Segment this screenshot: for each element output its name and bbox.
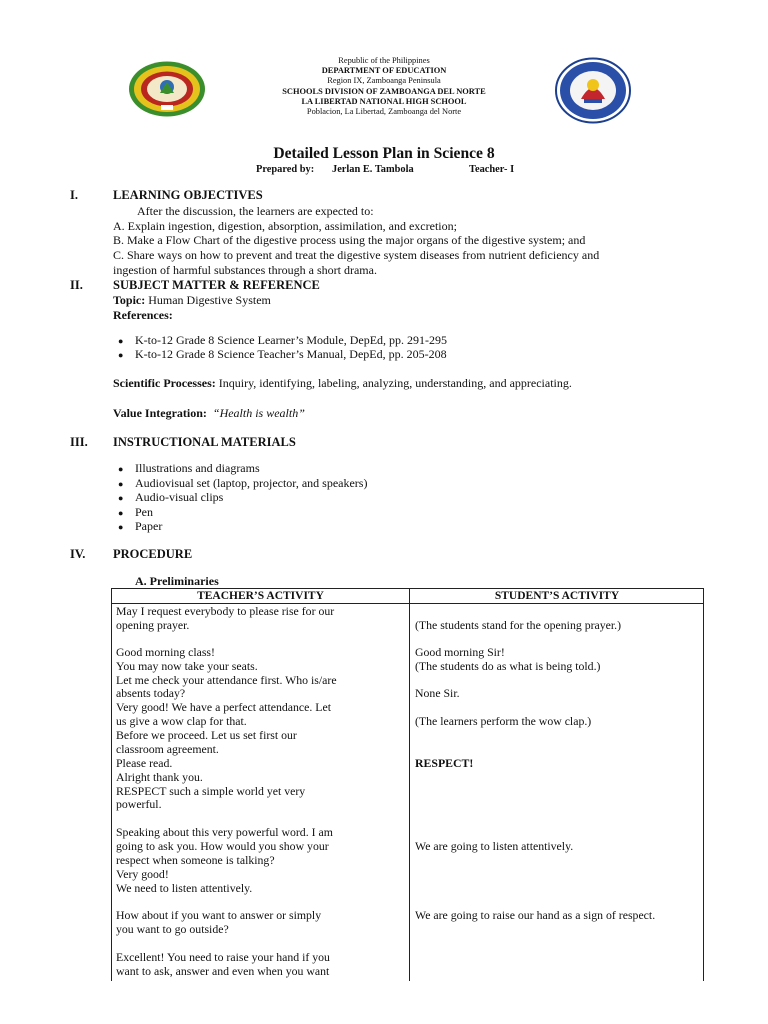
- value-integration-line: [113, 406, 305, 421]
- teacher-activity-header: TEACHER’S ACTIVITY: [197, 590, 324, 602]
- teacher-line: How about if you want to answer or simply: [116, 908, 322, 922]
- student-activity-header: STUDENT’S ACTIVITY: [494, 590, 620, 602]
- header-line-department: DEPARTMENT OF EDUCATION: [321, 66, 447, 76]
- section-number: I.: [70, 188, 78, 202]
- prepared-by-position: Teacher- I: [469, 164, 515, 175]
- teacher-line: you want to go outside?: [116, 922, 229, 936]
- section-heading: PROCEDURE: [113, 547, 193, 561]
- teacher-line: Alright thank you.: [116, 770, 203, 784]
- header-line-region: Region IX, Zamboanga Peninsula: [327, 76, 441, 86]
- student-line: We are going to listen attentively.: [415, 839, 574, 853]
- student-line: Good morning Sir!: [415, 645, 505, 659]
- student-line: (The students stand for the opening prayer.): [415, 618, 622, 632]
- teacher-line: Very good! We have a perfect attendance. Let: [116, 700, 331, 714]
- objectives-intro: After the discussion, the learners are expected to:: [137, 204, 374, 218]
- material-item: Audio-visual clips: [135, 490, 224, 504]
- value-integration-label: Value Integration:: [113, 406, 207, 420]
- scientific-processes-value: Inquiry, identifying, labeling, analyzing, understanding, and appreciating.: [215, 376, 572, 390]
- objective-a: A. Explain ingestion, digestion, absorption, assimilation, and excretion;: [113, 219, 457, 233]
- references-label: References:: [113, 308, 173, 322]
- bullet-icon: ●: [118, 336, 124, 346]
- material-item: Paper: [135, 519, 163, 533]
- material-item: Pen: [135, 505, 153, 519]
- teacher-line: Please read.: [116, 756, 173, 770]
- section-heading: LEARNING OBJECTIVES: [113, 188, 263, 202]
- column-divider: [409, 589, 410, 981]
- bullet-icon: ●: [118, 493, 124, 503]
- teacher-line: We need to listen attentively.: [116, 881, 253, 895]
- scientific-processes-line: [113, 376, 572, 391]
- student-line: (The learners perform the wow clap.): [415, 714, 592, 728]
- teacher-line: Before we proceed. Let us set first our: [116, 728, 297, 742]
- teacher-line: respect when someone is talking?: [116, 853, 275, 867]
- header-line-address: Poblacion, La Libertad, Zamboanga del Norte: [306, 107, 462, 117]
- topic-line: [113, 293, 271, 308]
- bullet-icon: ●: [118, 464, 124, 474]
- reference-item: K-to-12 Grade 8 Science Learner’s Module, DepEd, pp. 291-295: [135, 333, 448, 347]
- value-integration-value: “Health is wealth”: [212, 406, 305, 420]
- teacher-line: absents today?: [116, 686, 186, 700]
- objective-b: B. Make a Flow Chart of the digestive process using the major organs of the digestive system; and: [113, 233, 586, 247]
- scientific-processes-label: Scientific Processes:: [113, 376, 216, 390]
- header-line-school: LA LIBERTAD NATIONAL HIGH SCHOOL: [301, 96, 467, 106]
- bullet-icon: ●: [118, 350, 124, 360]
- material-item: Audiovisual set (laptop, projector, and speakers): [135, 476, 368, 490]
- objective-c-cont: ingestion of harmful substances through a short drama.: [113, 263, 377, 277]
- teacher-line: You may now take your seats.: [116, 659, 258, 673]
- prepared-by-label: Prepared by:: [256, 164, 315, 175]
- topic-label: Topic:: [113, 293, 146, 307]
- teacher-line: powerful.: [116, 797, 162, 811]
- section-heading: INSTRUCTIONAL MATERIALS: [113, 435, 296, 449]
- material-item: Illustrations and diagrams: [135, 461, 260, 475]
- header-line-division: SCHOOLS DIVISION OF ZAMBOANGA DEL NORTE: [282, 86, 486, 96]
- teacher-line: Excellent! You need to raise your hand if you: [116, 950, 330, 964]
- section-number: IV.: [70, 547, 86, 561]
- document-header: [0, 56, 768, 117]
- objective-c: C. Share ways on how to prevent and treat the digestive system diseases from nutrient deficiency and: [113, 248, 600, 262]
- teacher-line: classroom agreement.: [116, 742, 219, 756]
- bullet-icon: ●: [118, 522, 124, 532]
- student-line: RESPECT!: [415, 756, 474, 770]
- teacher-line: Let me check your attendance first. Who is/are: [116, 673, 337, 687]
- bullet-icon: ●: [118, 479, 124, 489]
- student-line: (The students do as what is being told.): [415, 659, 601, 673]
- teacher-line: Speaking about this very powerful word. I am: [116, 825, 333, 839]
- student-line: None Sir.: [415, 686, 460, 700]
- section-number: II.: [70, 278, 83, 292]
- teacher-line: want to ask, answer and even when you want: [116, 964, 330, 978]
- activity-table-header: [112, 589, 703, 604]
- student-line: We are going to raise our hand as a sign of respect.: [415, 908, 656, 922]
- section-heading: SUBJECT MATTER & REFERENCE: [113, 278, 320, 292]
- reference-item: K-to-12 Grade 8 Science Teacher’s Manual, DepEd, pp. 205-208: [135, 347, 447, 361]
- section-number: III.: [70, 435, 88, 449]
- teacher-line: going to ask you. How would you show your: [116, 839, 329, 853]
- bullet-icon: ●: [118, 508, 124, 518]
- activity-table: [111, 588, 704, 981]
- prepared-by-name: Jerlan E. Tambola: [332, 164, 414, 175]
- teacher-line: Good morning class!: [116, 645, 215, 659]
- teacher-line: us give a wow clap for that.: [116, 714, 247, 728]
- teacher-line: Very good!: [116, 867, 169, 881]
- header-line-republic: Republic of the Philippines: [338, 56, 430, 65]
- topic-value: Human Digestive System: [145, 293, 271, 307]
- document-title: Detailed Lesson Plan in Science 8: [273, 145, 495, 162]
- teacher-line: May I request everybody to please rise for our: [116, 604, 335, 618]
- teacher-line: opening prayer.: [116, 618, 190, 632]
- preliminaries-subheading: A. Preliminaries: [135, 574, 219, 588]
- teacher-line: RESPECT such a simple world yet very: [116, 784, 306, 798]
